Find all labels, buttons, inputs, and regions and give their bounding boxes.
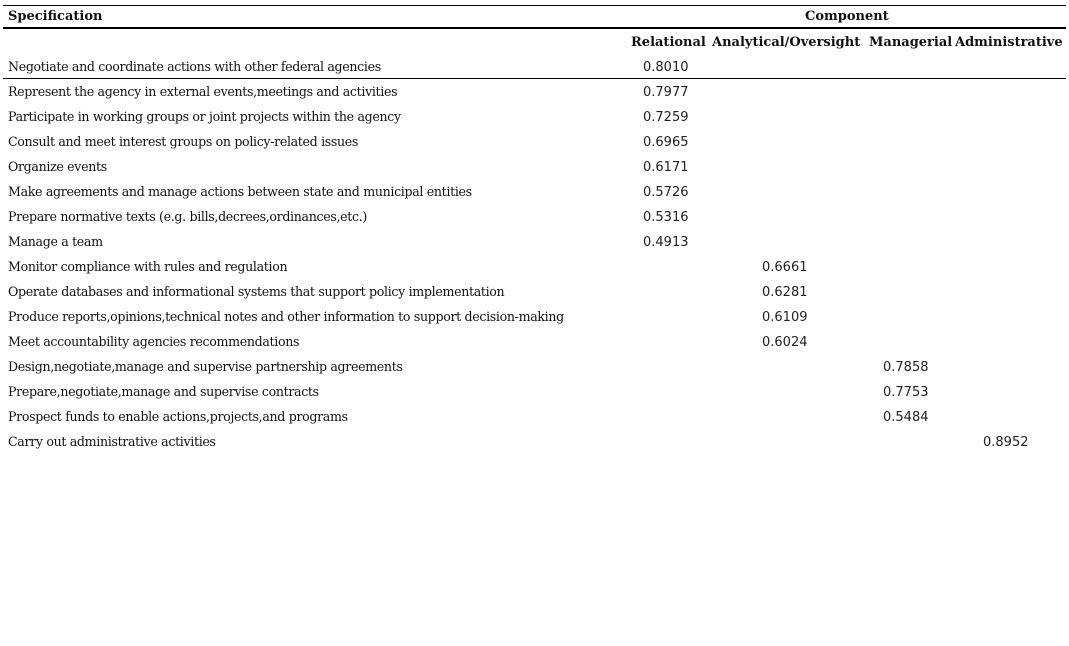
row-loading-value: 0.4913	[643, 235, 689, 250]
table-row	[0, 85, 1069, 110]
row-specification: Organize events	[8, 160, 107, 175]
row-loading-value: 0.6024	[762, 335, 808, 350]
column-header-administrative: Administrative	[955, 35, 1063, 50]
column-header-managerial: Managerial	[869, 35, 953, 50]
row-loading-value: 0.8010	[643, 60, 689, 75]
row-loading-value: 0.5316	[643, 210, 689, 225]
row-specification: Monitor compliance with rules and regulation	[8, 260, 288, 275]
row-specification: Operate databases and informational systems that support policy implementation	[8, 285, 505, 300]
table-row	[0, 260, 1069, 285]
row-loading-value: 0.6661	[762, 260, 808, 275]
row-loading-value: 0.6171	[643, 160, 689, 175]
row-specification: Consult and meet interest groups on policy-related issues	[8, 135, 359, 150]
row-loading-value: 0.8952	[983, 435, 1029, 450]
row-specification: Design,negotiate,manage and supervise partnership agreements	[8, 360, 403, 375]
row-loading-value: 0.7977	[643, 85, 689, 100]
row-specification: Negotiate and coordinate actions with other federal agencies	[8, 60, 381, 75]
row-loading-value: 0.7753	[883, 385, 929, 400]
table-row	[0, 110, 1069, 135]
row-specification: Meet accountability agencies recommendations	[8, 335, 300, 350]
header-specification: Specification	[8, 9, 103, 24]
header-rule	[3, 27, 1066, 29]
row-loading-value: 0.5484	[883, 410, 929, 425]
table-row	[0, 385, 1069, 410]
row-loading-value: 0.7858	[883, 360, 929, 375]
row-specification: Prepare,negotiate,manage and supervise contracts	[8, 385, 319, 400]
row-specification: Prospect funds to enable actions,projects,and programs	[8, 410, 348, 425]
table-row	[0, 435, 1069, 460]
row-specification: Produce reports,opinions,technical notes and other information to support decision-making	[8, 310, 564, 325]
table-row	[0, 185, 1069, 210]
table-row	[0, 135, 1069, 160]
column-header-analytical-oversight: Analytical/Oversight	[712, 35, 861, 50]
table-row	[0, 285, 1069, 310]
row-specification: Manage a team	[8, 235, 103, 250]
row-specification: Make agreements and manage actions between state and municipal entities	[8, 185, 472, 200]
column-header-relational: Relational	[631, 35, 706, 50]
table-top-rule	[3, 5, 1066, 6]
row-loading-value: 0.7259	[643, 110, 689, 125]
row-loading-value: 0.6281	[762, 285, 808, 300]
table-row	[0, 410, 1069, 435]
row-specification: Represent the agency in external events,meetings and activities	[8, 85, 398, 100]
row-specification: Participate in working groups or joint projects within the agency	[8, 110, 401, 125]
row-specification: Carry out administrative activities	[8, 435, 216, 450]
row-specification: Prepare normative texts (e.g. bills,decrees,ordinances,etc.)	[8, 210, 367, 225]
table-row	[0, 160, 1069, 185]
table-row	[0, 235, 1069, 260]
header-component: Component	[805, 9, 889, 24]
table-row	[0, 310, 1069, 335]
table-row	[0, 60, 1069, 85]
table-row	[0, 335, 1069, 360]
row-loading-value: 0.6965	[643, 135, 689, 150]
table-row	[0, 360, 1069, 385]
row-loading-value: 0.6109	[762, 310, 808, 325]
table-row	[0, 210, 1069, 235]
row-loading-value: 0.5726	[643, 185, 689, 200]
